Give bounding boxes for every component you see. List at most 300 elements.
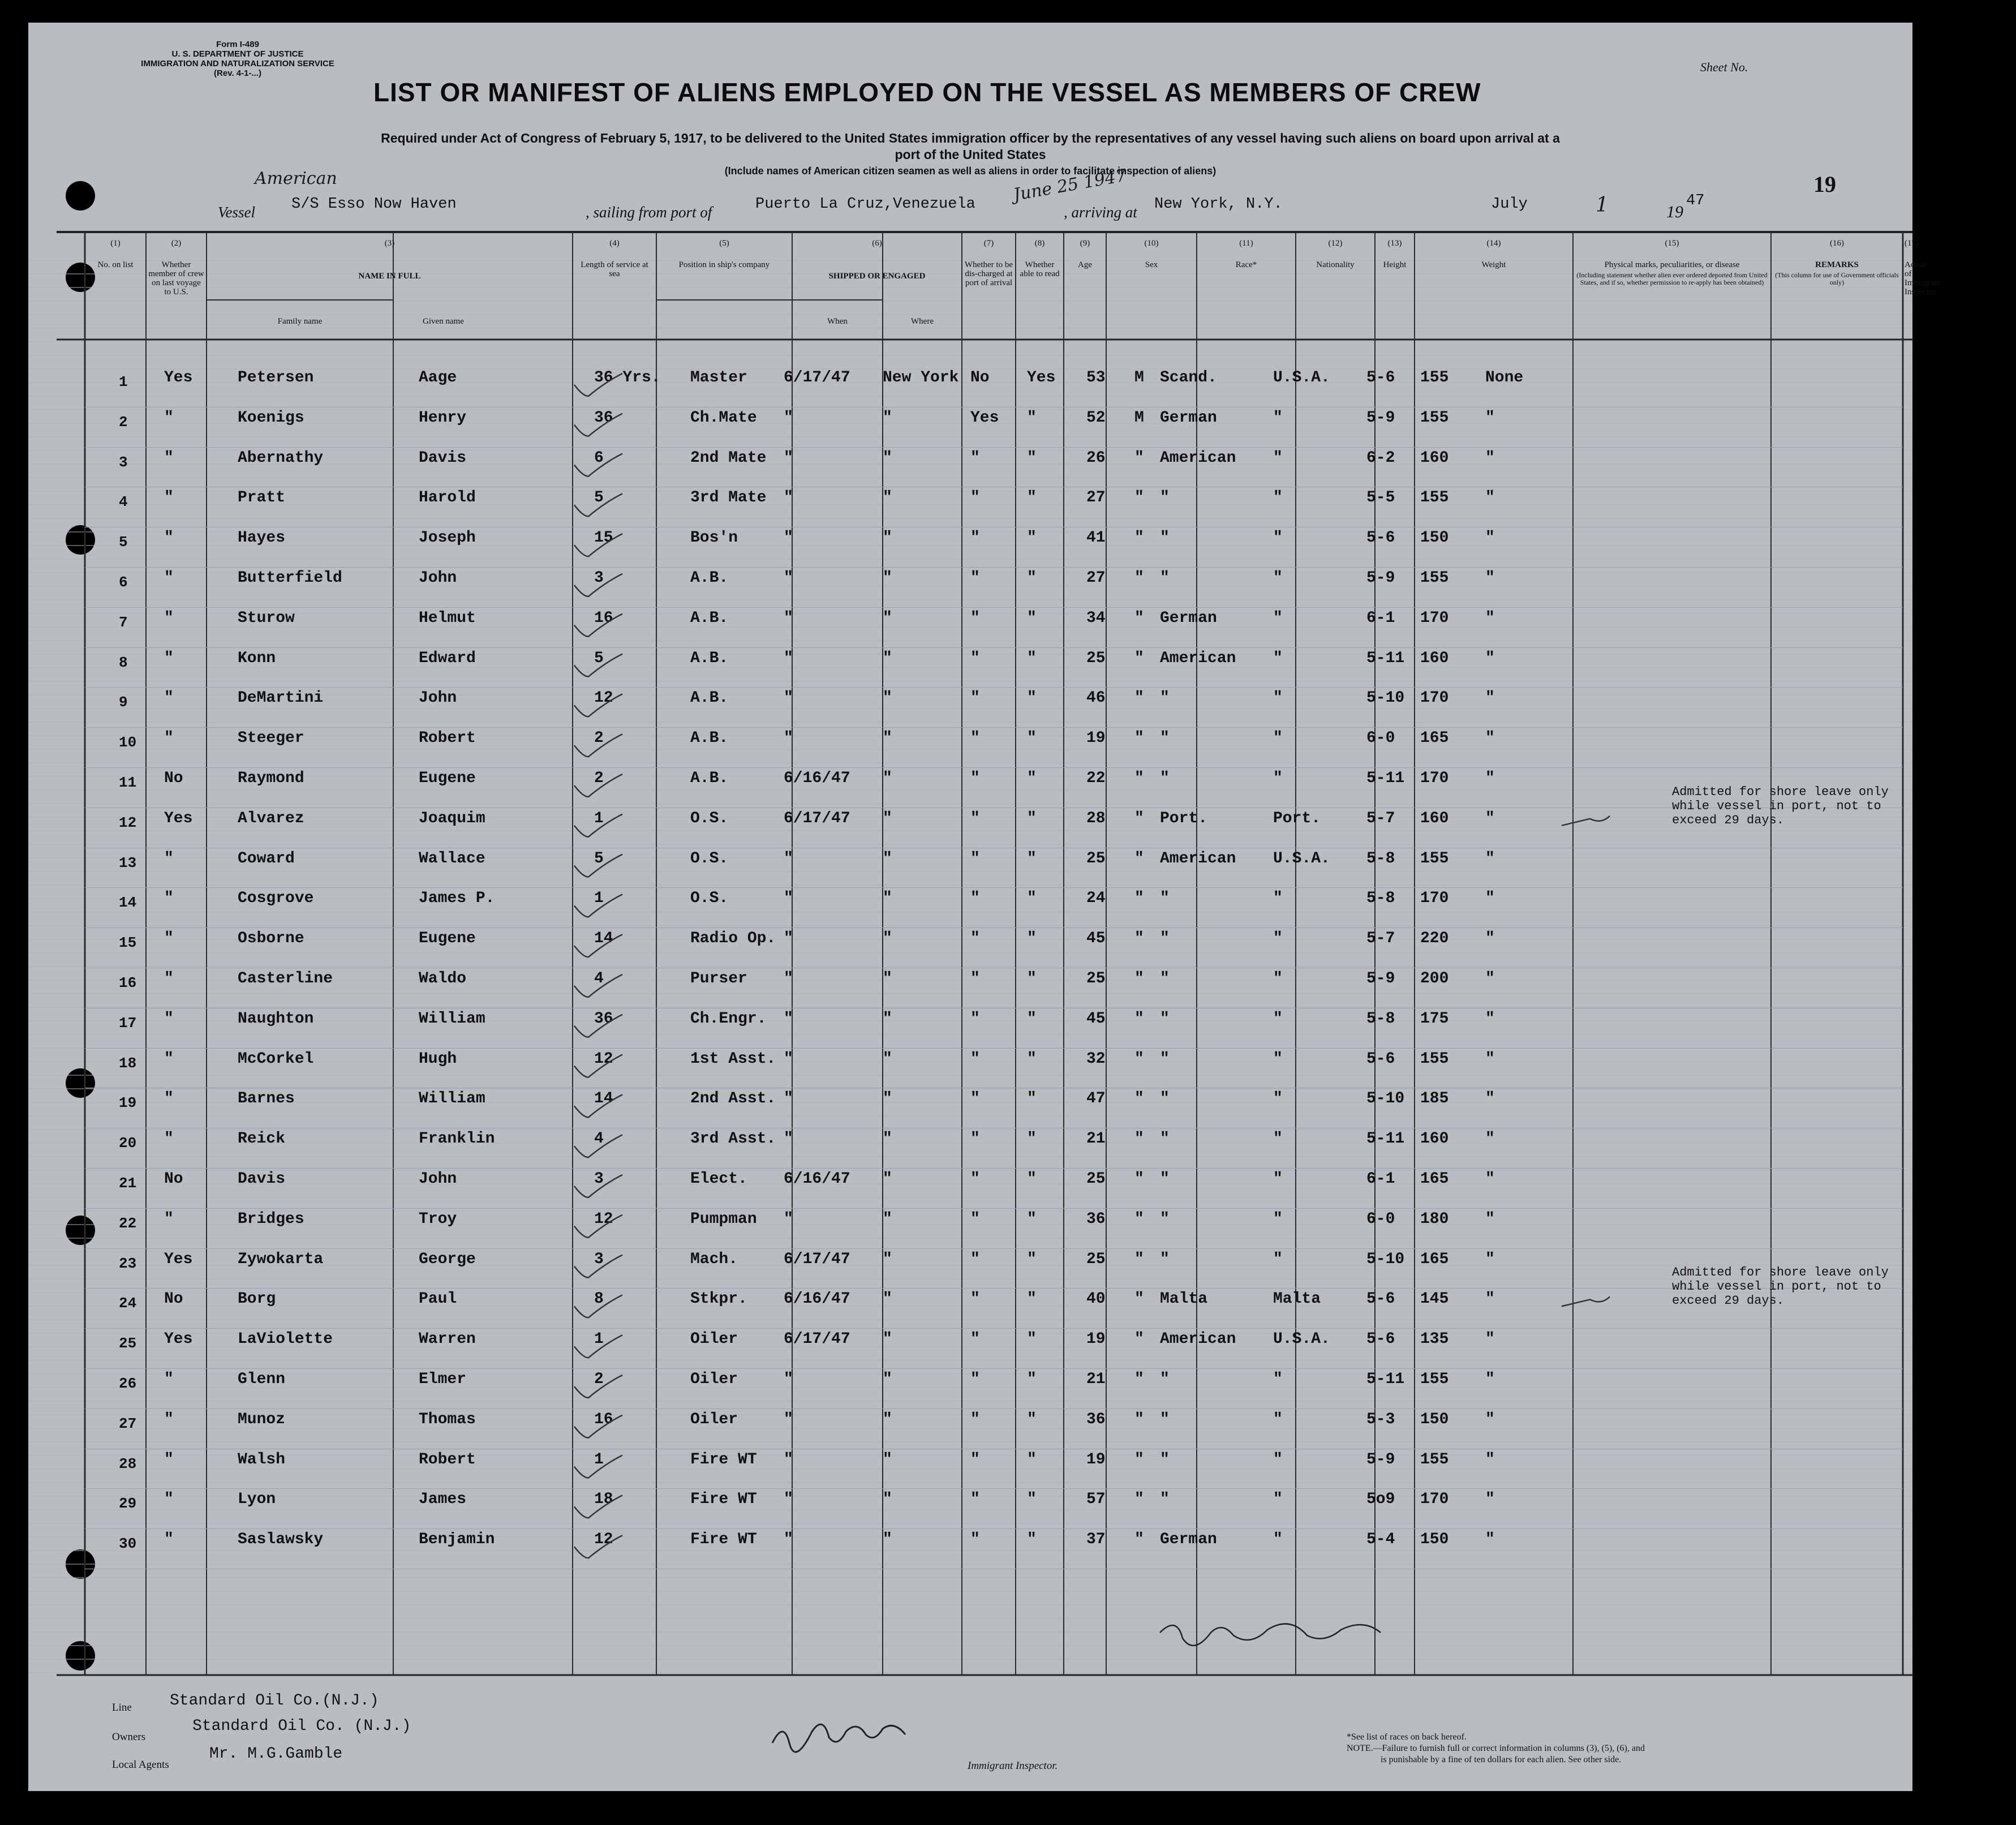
cell-given[interactable]: Eugene xyxy=(419,770,476,787)
cell-marks[interactable]: " xyxy=(1485,1130,1495,1148)
cell-position[interactable]: 2nd Asst. xyxy=(690,1090,776,1108)
cell-position[interactable]: Elect. xyxy=(690,1170,747,1188)
cell-sex[interactable]: " xyxy=(1134,1410,1144,1428)
cell-family[interactable]: Coward xyxy=(238,849,295,868)
cell-given[interactable]: James P. xyxy=(419,890,495,908)
line-value[interactable]: Standard Oil Co.(N.J.) xyxy=(170,1692,379,1710)
cell-marks[interactable]: " xyxy=(1485,449,1495,467)
cell-age[interactable]: 25 xyxy=(1086,1170,1106,1188)
cell-where[interactable]: " xyxy=(883,1210,892,1228)
cell-read[interactable]: Yes xyxy=(1027,369,1056,387)
cell-last[interactable]: " xyxy=(164,1090,174,1108)
cell-height[interactable]: 5-8 xyxy=(1366,890,1395,908)
cell-sex[interactable]: " xyxy=(1134,1170,1144,1188)
cell-race[interactable]: Scand. xyxy=(1160,369,1217,387)
cell-sex[interactable]: " xyxy=(1134,1210,1144,1228)
cell-given[interactable]: Eugene xyxy=(419,930,476,948)
cell-age[interactable]: 45 xyxy=(1086,1010,1106,1028)
cell-when[interactable]: " xyxy=(784,1450,793,1468)
cell-last[interactable]: " xyxy=(164,489,174,507)
cell-read[interactable]: " xyxy=(1027,1250,1037,1268)
cell-height[interactable]: 5-6 xyxy=(1366,529,1395,547)
cell-last[interactable]: No xyxy=(164,770,183,787)
cell-sex[interactable]: " xyxy=(1134,1491,1144,1509)
arriving-port[interactable]: New York, N.Y. xyxy=(1154,196,1283,213)
cell-position[interactable]: Mach. xyxy=(690,1250,738,1268)
cell-marks[interactable]: " xyxy=(1485,1090,1495,1108)
cell-service[interactable]: 6 xyxy=(594,449,604,467)
cell-discharge[interactable]: " xyxy=(970,1130,980,1148)
cell-nationality[interactable]: U.S.A. xyxy=(1273,849,1330,868)
cell-given[interactable]: Aage xyxy=(419,369,457,387)
cell-discharge[interactable]: " xyxy=(970,1330,980,1349)
cell-race[interactable]: American xyxy=(1160,449,1236,467)
cell-family[interactable]: Borg xyxy=(238,1290,276,1308)
cell-sex[interactable]: " xyxy=(1134,449,1144,467)
cell-last[interactable]: " xyxy=(164,689,174,707)
cell-service[interactable]: 12 xyxy=(594,1531,613,1549)
cell-age[interactable]: 40 xyxy=(1086,1290,1106,1308)
cell-age[interactable]: 19 xyxy=(1086,1450,1106,1468)
cell-family[interactable]: Petersen xyxy=(238,369,314,387)
cell-family[interactable]: Konn xyxy=(238,649,276,667)
cell-when[interactable]: " xyxy=(784,409,793,427)
cell-nationality[interactable]: " xyxy=(1273,1491,1283,1509)
cell-service[interactable]: 5 xyxy=(594,489,604,507)
cell-height[interactable]: 5-10 xyxy=(1366,1090,1405,1108)
cell-where[interactable]: " xyxy=(883,1450,892,1468)
cell-position[interactable]: A.B. xyxy=(690,609,729,627)
cell-discharge[interactable]: " xyxy=(970,1371,980,1388)
cell-sex[interactable]: " xyxy=(1134,1010,1144,1028)
cell-race[interactable]: " xyxy=(1160,1410,1170,1428)
cell-when[interactable]: 6/16/47 xyxy=(784,1170,850,1188)
cell-nationality[interactable]: " xyxy=(1273,409,1283,427)
cell-last[interactable]: Yes xyxy=(164,809,193,827)
cell-given[interactable]: Hugh xyxy=(419,1050,457,1068)
cell-family[interactable]: Munoz xyxy=(238,1410,286,1428)
cell-read[interactable]: " xyxy=(1027,689,1037,707)
cell-discharge[interactable]: " xyxy=(970,1010,980,1028)
cell-position[interactable]: A.B. xyxy=(690,729,729,748)
cell-discharge[interactable]: No xyxy=(970,369,990,387)
cell-nationality[interactable]: " xyxy=(1273,1090,1283,1108)
cell-nationality[interactable]: " xyxy=(1273,529,1283,547)
cell-where[interactable]: " xyxy=(883,729,892,748)
cell-position[interactable]: Pumpman xyxy=(690,1210,757,1228)
cell-weight[interactable]: 155 xyxy=(1420,409,1449,427)
cell-where[interactable]: " xyxy=(883,1010,892,1028)
cell-where[interactable]: " xyxy=(883,1090,892,1108)
cell-service[interactable]: 36 xyxy=(594,1010,613,1028)
vessel-name[interactable]: S/S Esso Now Haven xyxy=(291,196,457,213)
cell-nationality[interactable]: " xyxy=(1273,1050,1283,1068)
cell-given[interactable]: George xyxy=(419,1250,476,1268)
cell-sex[interactable]: " xyxy=(1134,1330,1144,1349)
cell-service[interactable]: 16 xyxy=(594,609,613,627)
cell-height[interactable]: 5-8 xyxy=(1366,1010,1395,1028)
cell-race[interactable]: " xyxy=(1160,890,1170,908)
cell-where[interactable]: " xyxy=(883,1250,892,1268)
cell-where[interactable]: " xyxy=(883,1170,892,1188)
cell-height[interactable]: 6-1 xyxy=(1366,1170,1395,1188)
cell-marks[interactable]: " xyxy=(1485,1531,1495,1549)
cell-age[interactable]: 21 xyxy=(1086,1371,1106,1388)
cell-discharge[interactable]: " xyxy=(970,849,980,868)
cell-where[interactable]: " xyxy=(883,409,892,427)
cell-discharge[interactable]: " xyxy=(970,970,980,987)
cell-marks[interactable]: " xyxy=(1485,1210,1495,1228)
cell-position[interactable]: 3rd Asst. xyxy=(690,1130,776,1148)
cell-family[interactable]: Hayes xyxy=(238,529,286,547)
cell-height[interactable]: 5-11 xyxy=(1366,1130,1405,1148)
cell-sex[interactable]: " xyxy=(1134,1050,1144,1068)
cell-given[interactable]: Robert xyxy=(419,729,476,748)
cell-position[interactable]: Master xyxy=(690,369,747,387)
cell-nationality[interactable]: U.S.A. xyxy=(1273,1330,1330,1349)
cell-race[interactable]: " xyxy=(1160,1010,1170,1028)
cell-where[interactable]: " xyxy=(883,1410,892,1428)
cell-marks[interactable]: " xyxy=(1485,609,1495,627)
cell-when[interactable]: " xyxy=(784,1371,793,1388)
cell-weight[interactable]: 185 xyxy=(1420,1090,1449,1108)
cell-where[interactable]: " xyxy=(883,890,892,908)
cell-weight[interactable]: 155 xyxy=(1420,1050,1449,1068)
cell-where[interactable]: " xyxy=(883,970,892,987)
cell-position[interactable]: Bos'n xyxy=(690,529,738,547)
cell-age[interactable]: 28 xyxy=(1086,809,1106,827)
cell-marks[interactable]: " xyxy=(1485,1330,1495,1349)
cell-service[interactable]: 36 xyxy=(594,409,613,427)
cell-when[interactable]: " xyxy=(784,970,793,987)
cell-position[interactable]: 2nd Mate xyxy=(690,449,767,467)
cell-last[interactable]: " xyxy=(164,609,174,627)
cell-nationality[interactable]: " xyxy=(1273,569,1283,587)
cell-weight[interactable]: 145 xyxy=(1420,1290,1449,1308)
cell-service[interactable]: 36 Yrs. xyxy=(594,369,661,387)
cell-last[interactable]: Yes xyxy=(164,1250,193,1268)
cell-where[interactable]: " xyxy=(883,689,892,707)
cell-race[interactable]: " xyxy=(1160,529,1170,547)
cell-when[interactable]: " xyxy=(784,529,793,547)
cell-last[interactable]: " xyxy=(164,649,174,667)
cell-read[interactable]: " xyxy=(1027,930,1037,948)
cell-weight[interactable]: 170 xyxy=(1420,770,1449,787)
cell-discharge[interactable]: " xyxy=(970,930,980,948)
cell-race[interactable]: German xyxy=(1160,409,1217,427)
cell-nationality[interactable]: " xyxy=(1273,1010,1283,1028)
cell-nationality[interactable]: Port. xyxy=(1273,809,1321,827)
cell-sex[interactable]: " xyxy=(1134,1130,1144,1148)
cell-race[interactable]: " xyxy=(1160,1250,1170,1268)
cell-last[interactable]: " xyxy=(164,449,174,467)
cell-service[interactable]: 12 xyxy=(594,1050,613,1068)
cell-nationality[interactable]: " xyxy=(1273,890,1283,908)
cell-given[interactable]: Harold xyxy=(419,489,476,507)
cell-when[interactable]: " xyxy=(784,1050,793,1068)
cell-given[interactable]: Joaquim xyxy=(419,809,485,827)
cell-service[interactable]: 5 xyxy=(594,849,604,868)
owners-value[interactable]: Standard Oil Co. (N.J.) xyxy=(192,1717,411,1735)
cell-position[interactable]: O.S. xyxy=(690,849,729,868)
cell-last[interactable]: " xyxy=(164,1371,174,1388)
cell-height[interactable]: 5-6 xyxy=(1366,1330,1395,1349)
cell-given[interactable]: Robert xyxy=(419,1450,476,1468)
cell-marks[interactable]: " xyxy=(1485,1450,1495,1468)
cell-marks[interactable]: " xyxy=(1485,1410,1495,1428)
cell-sex[interactable]: " xyxy=(1134,649,1144,667)
cell-service[interactable]: 14 xyxy=(594,1090,613,1108)
cell-discharge[interactable]: " xyxy=(970,1250,980,1268)
cell-family[interactable]: Davis xyxy=(238,1170,286,1188)
cell-where[interactable]: " xyxy=(883,1330,892,1349)
cell-service[interactable]: 12 xyxy=(594,689,613,707)
cell-position[interactable]: Oiler xyxy=(690,1371,738,1388)
cell-when[interactable]: " xyxy=(784,1010,793,1028)
cell-sex[interactable]: " xyxy=(1134,890,1144,908)
cell-weight[interactable]: 220 xyxy=(1420,930,1449,948)
cell-age[interactable]: 32 xyxy=(1086,1050,1106,1068)
cell-sex[interactable]: " xyxy=(1134,1090,1144,1108)
cell-position[interactable]: A.B. xyxy=(690,689,729,707)
cell-nationality[interactable]: Malta xyxy=(1273,1290,1321,1308)
cell-last[interactable]: " xyxy=(164,970,174,987)
cell-family[interactable]: Casterline xyxy=(238,970,333,987)
cell-last[interactable]: " xyxy=(164,1531,174,1549)
cell-service[interactable]: 12 xyxy=(594,1210,613,1228)
cell-nationality[interactable]: " xyxy=(1273,729,1283,748)
cell-race[interactable]: " xyxy=(1160,970,1170,987)
cell-position[interactable]: Ch.Mate xyxy=(690,409,757,427)
cell-where[interactable]: " xyxy=(883,1050,892,1068)
cell-read[interactable]: " xyxy=(1027,1210,1037,1228)
cell-family[interactable]: LaViolette xyxy=(238,1330,333,1349)
cell-when[interactable]: " xyxy=(784,569,793,587)
cell-last[interactable]: " xyxy=(164,930,174,948)
cell-height[interactable]: 6-2 xyxy=(1366,449,1395,467)
cell-sex[interactable]: " xyxy=(1134,770,1144,787)
cell-age[interactable]: 25 xyxy=(1086,649,1106,667)
cell-where[interactable]: " xyxy=(883,1290,892,1308)
cell-race[interactable]: " xyxy=(1160,1050,1170,1068)
cell-race[interactable]: " xyxy=(1160,689,1170,707)
cell-marks[interactable]: " xyxy=(1485,729,1495,748)
cell-read[interactable]: " xyxy=(1027,489,1037,507)
cell-height[interactable]: 5-9 xyxy=(1366,569,1395,587)
cell-nationality[interactable]: " xyxy=(1273,609,1283,627)
cell-weight[interactable]: 160 xyxy=(1420,1130,1449,1148)
cell-weight[interactable]: 165 xyxy=(1420,729,1449,748)
cell-family[interactable]: Lyon xyxy=(238,1491,276,1509)
cell-given[interactable]: Henry xyxy=(419,409,467,427)
cell-weight[interactable]: 135 xyxy=(1420,1330,1449,1349)
cell-family[interactable]: Cosgrove xyxy=(238,890,314,908)
cell-last[interactable]: " xyxy=(164,1210,174,1228)
cell-family[interactable]: Steeger xyxy=(238,729,304,748)
cell-nationality[interactable]: " xyxy=(1273,1250,1283,1268)
cell-when[interactable]: " xyxy=(784,1531,793,1549)
cell-where[interactable]: " xyxy=(883,569,892,587)
cell-marks[interactable]: " xyxy=(1485,970,1495,987)
cell-age[interactable]: 46 xyxy=(1086,689,1106,707)
cell-age[interactable]: 24 xyxy=(1086,890,1106,908)
cell-weight[interactable]: 155 xyxy=(1420,489,1449,507)
cell-given[interactable]: John xyxy=(419,1170,457,1188)
cell-weight[interactable]: 170 xyxy=(1420,1491,1449,1509)
cell-weight[interactable]: 170 xyxy=(1420,890,1449,908)
cell-position[interactable]: Stkpr. xyxy=(690,1290,747,1308)
cell-position[interactable]: Fire WT xyxy=(690,1531,757,1549)
cell-height[interactable]: 5-10 xyxy=(1366,1250,1405,1268)
cell-when[interactable]: " xyxy=(784,689,793,707)
cell-nationality[interactable]: U.S.A. xyxy=(1273,369,1330,387)
cell-last[interactable]: " xyxy=(164,409,174,427)
cell-height[interactable]: 5-6 xyxy=(1366,1290,1395,1308)
cell-weight[interactable]: 180 xyxy=(1420,1210,1449,1228)
cell-weight[interactable]: 155 xyxy=(1420,849,1449,868)
cell-where[interactable]: " xyxy=(883,770,892,787)
cell-marks[interactable]: " xyxy=(1485,890,1495,908)
cell-sex[interactable]: " xyxy=(1134,930,1144,948)
cell-when[interactable]: 6/17/47 xyxy=(784,369,850,387)
cell-marks[interactable]: " xyxy=(1485,770,1495,787)
cell-discharge[interactable]: " xyxy=(970,770,980,787)
cell-when[interactable]: " xyxy=(784,849,793,868)
cell-last[interactable]: " xyxy=(164,1410,174,1428)
cell-marks[interactable]: " xyxy=(1485,409,1495,427)
cell-race[interactable]: " xyxy=(1160,1450,1170,1468)
cell-height[interactable]: 5-6 xyxy=(1366,1050,1395,1068)
cell-marks[interactable]: " xyxy=(1485,1170,1495,1188)
cell-discharge[interactable]: " xyxy=(970,569,980,587)
cell-when[interactable]: " xyxy=(784,489,793,507)
cell-where[interactable]: " xyxy=(883,1130,892,1148)
cell-marks[interactable]: " xyxy=(1485,1250,1495,1268)
cell-race[interactable]: " xyxy=(1160,729,1170,748)
cell-where[interactable]: " xyxy=(883,649,892,667)
cell-when[interactable]: " xyxy=(784,729,793,748)
cell-given[interactable]: John xyxy=(419,569,457,587)
cell-family[interactable]: McCorkel xyxy=(238,1050,314,1068)
cell-discharge[interactable]: " xyxy=(970,1050,980,1068)
cell-age[interactable]: 22 xyxy=(1086,770,1106,787)
cell-family[interactable]: Reick xyxy=(238,1130,286,1148)
cell-last[interactable]: " xyxy=(164,1450,174,1468)
cell-when[interactable]: 6/16/47 xyxy=(784,1290,850,1308)
cell-discharge[interactable]: " xyxy=(970,1531,980,1549)
cell-position[interactable]: Oiler xyxy=(690,1330,738,1349)
cell-race[interactable]: Port. xyxy=(1160,809,1208,827)
cell-family[interactable]: Osborne xyxy=(238,930,304,948)
cell-marks[interactable]: None xyxy=(1485,369,1524,387)
cell-service[interactable]: 1 xyxy=(594,1330,604,1349)
cell-weight[interactable]: 200 xyxy=(1420,970,1449,987)
cell-service[interactable]: 3 xyxy=(594,1250,604,1268)
cell-service[interactable]: 3 xyxy=(594,1170,604,1188)
cell-read[interactable]: " xyxy=(1027,1491,1037,1509)
cell-height[interactable]: 5-5 xyxy=(1366,489,1395,507)
cell-sex[interactable]: " xyxy=(1134,489,1144,507)
cell-discharge[interactable]: Yes xyxy=(970,409,999,427)
cell-sex[interactable]: " xyxy=(1134,849,1144,868)
cell-last[interactable]: " xyxy=(164,529,174,547)
cell-family[interactable]: DeMartini xyxy=(238,689,324,707)
cell-nationality[interactable]: " xyxy=(1273,449,1283,467)
cell-where[interactable]: " xyxy=(883,1371,892,1388)
arrival-month[interactable]: July xyxy=(1491,196,1528,213)
cell-sex[interactable]: " xyxy=(1134,609,1144,627)
cell-family[interactable]: Walsh xyxy=(238,1450,286,1468)
cell-when[interactable]: 6/17/47 xyxy=(784,809,850,827)
cell-nationality[interactable]: " xyxy=(1273,1130,1283,1148)
cell-discharge[interactable]: " xyxy=(970,809,980,827)
cell-weight[interactable]: 150 xyxy=(1420,529,1449,547)
cell-family[interactable]: Koenigs xyxy=(238,409,304,427)
cell-marks[interactable]: " xyxy=(1485,1290,1495,1308)
cell-given[interactable]: Helmut xyxy=(419,609,476,627)
cell-weight[interactable]: 150 xyxy=(1420,1531,1449,1549)
cell-discharge[interactable]: " xyxy=(970,1170,980,1188)
cell-age[interactable]: 45 xyxy=(1086,930,1106,948)
cell-read[interactable]: " xyxy=(1027,1330,1037,1349)
cell-age[interactable]: 21 xyxy=(1086,1130,1106,1148)
cell-last[interactable]: " xyxy=(164,1050,174,1068)
cell-read[interactable]: " xyxy=(1027,1371,1037,1388)
cell-last[interactable]: " xyxy=(164,849,174,868)
cell-service[interactable]: 14 xyxy=(594,930,613,948)
cell-marks[interactable]: " xyxy=(1485,489,1495,507)
cell-marks[interactable]: " xyxy=(1485,849,1495,868)
cell-discharge[interactable]: " xyxy=(970,1491,980,1509)
cell-read[interactable]: " xyxy=(1027,449,1037,467)
cell-discharge[interactable]: " xyxy=(970,449,980,467)
cell-age[interactable]: 36 xyxy=(1086,1410,1106,1428)
cell-given[interactable]: Paul xyxy=(419,1290,457,1308)
cell-given[interactable]: William xyxy=(419,1090,485,1108)
cell-nationality[interactable]: " xyxy=(1273,649,1283,667)
cell-when[interactable]: 6/17/47 xyxy=(784,1250,850,1268)
cell-sex[interactable]: " xyxy=(1134,970,1144,987)
cell-service[interactable]: 2 xyxy=(594,729,604,748)
cell-last[interactable]: " xyxy=(164,1491,174,1509)
cell-nationality[interactable]: " xyxy=(1273,970,1283,987)
cell-read[interactable]: " xyxy=(1027,1531,1037,1549)
cell-discharge[interactable]: " xyxy=(970,1210,980,1228)
cell-age[interactable]: 19 xyxy=(1086,729,1106,748)
cell-height[interactable]: 5-9 xyxy=(1366,1450,1395,1468)
cell-read[interactable]: " xyxy=(1027,1170,1037,1188)
cell-last[interactable]: " xyxy=(164,1010,174,1028)
cell-read[interactable]: " xyxy=(1027,1410,1037,1428)
cell-weight[interactable]: 155 xyxy=(1420,569,1449,587)
cell-age[interactable]: 36 xyxy=(1086,1210,1106,1228)
cell-age[interactable]: 57 xyxy=(1086,1491,1106,1509)
cell-weight[interactable]: 155 xyxy=(1420,1450,1449,1468)
cell-marks[interactable]: " xyxy=(1485,689,1495,707)
cell-last[interactable]: No xyxy=(164,1290,183,1308)
cell-race[interactable]: American xyxy=(1160,1330,1236,1349)
sailing-port[interactable]: Puerto La Cruz,Venezuela xyxy=(755,196,975,213)
cell-service[interactable]: 3 xyxy=(594,569,604,587)
cell-position[interactable]: Fire WT xyxy=(690,1491,757,1509)
cell-nationality[interactable]: " xyxy=(1273,1531,1283,1549)
cell-service[interactable]: 2 xyxy=(594,1371,604,1388)
cell-height[interactable]: 5-11 xyxy=(1366,770,1405,787)
year-suffix[interactable]: 47 xyxy=(1686,192,1705,209)
cell-family[interactable]: Raymond xyxy=(238,770,304,787)
cell-family[interactable]: Butterfield xyxy=(238,569,342,587)
cell-where[interactable]: " xyxy=(883,930,892,948)
